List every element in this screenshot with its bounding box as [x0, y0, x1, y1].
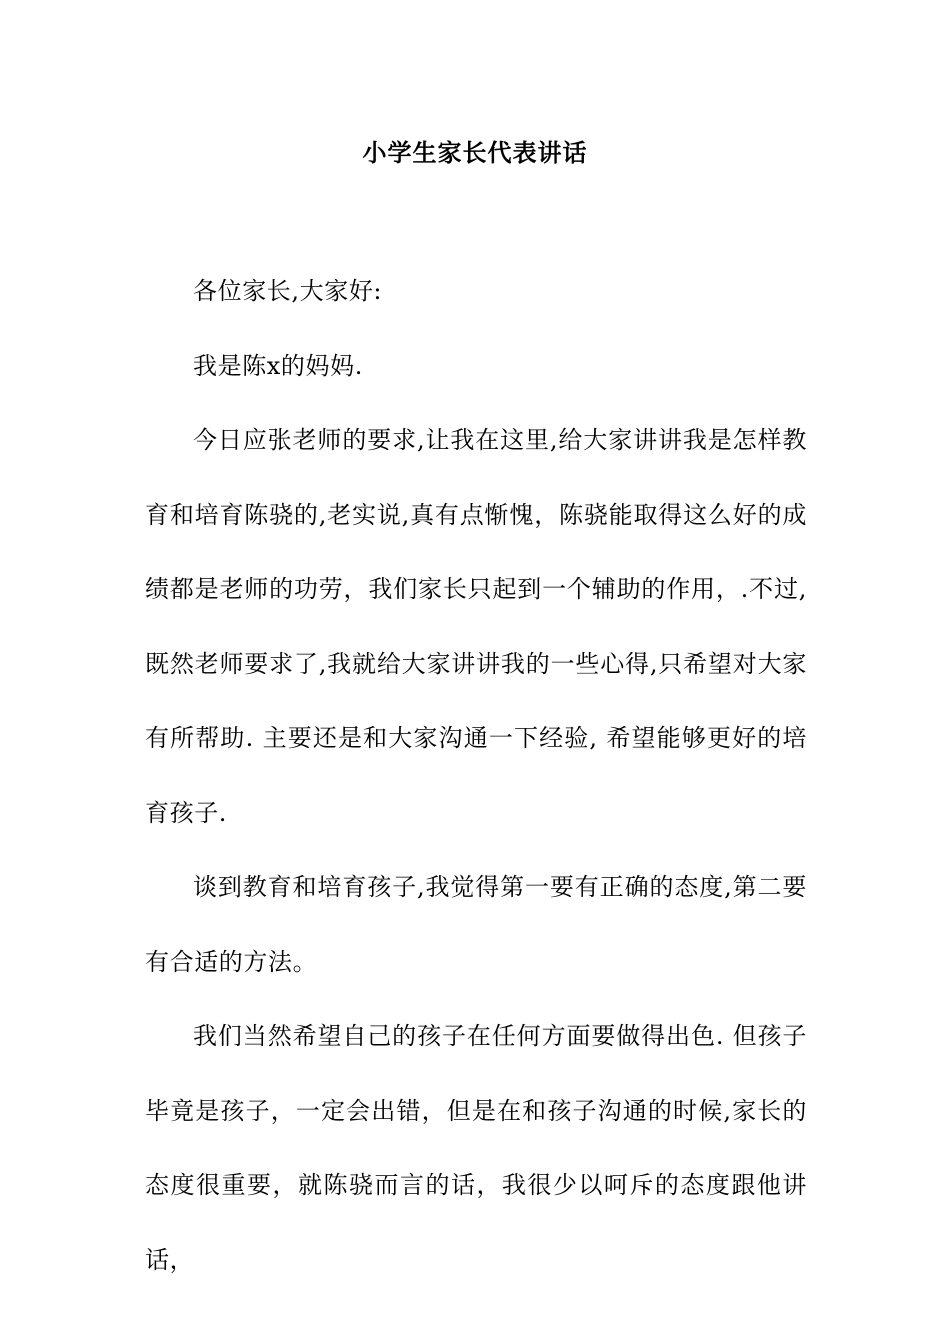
paragraph-attitude-method: 谈到教育和培育孩子,我觉得第一要有正确的态度,第二要有合适的方法。 — [145, 873, 807, 976]
paragraph-request: 今日应张老师的要求,让我在这里,给大家讲讲我是怎样教育和培育陈骁的,老实说,真有点惭愧，陈骁能取得这么好的成绩都是老师的功劳，我们家长只起到一个辅助的作用，.不过,既然老师要求了,我就给大家讲讲我的一些心得,只希望对大家有所帮助. 主要还是和大家沟通一下经验, 希望能够更好的培育孩子. — [145, 426, 807, 827]
paragraph-introduction: 我是陈x的妈妈. — [193, 351, 363, 380]
paragraph-communication: 我们当然希望自己的孩子在任何方面要做得出色. 但孩子毕竟是孩子，一定会出错，但是在和孩子沟通的时候,家长的态度很重要，就陈骁而言的话，我很少以呵斥的态度跟他讲话， — [145, 1022, 807, 1274]
document-title: 小学生家长代表讲话 — [362, 138, 588, 167]
document-body — [145, 254, 807, 1297]
paragraph-greeting: 各位家长,大家好: — [193, 277, 383, 305]
